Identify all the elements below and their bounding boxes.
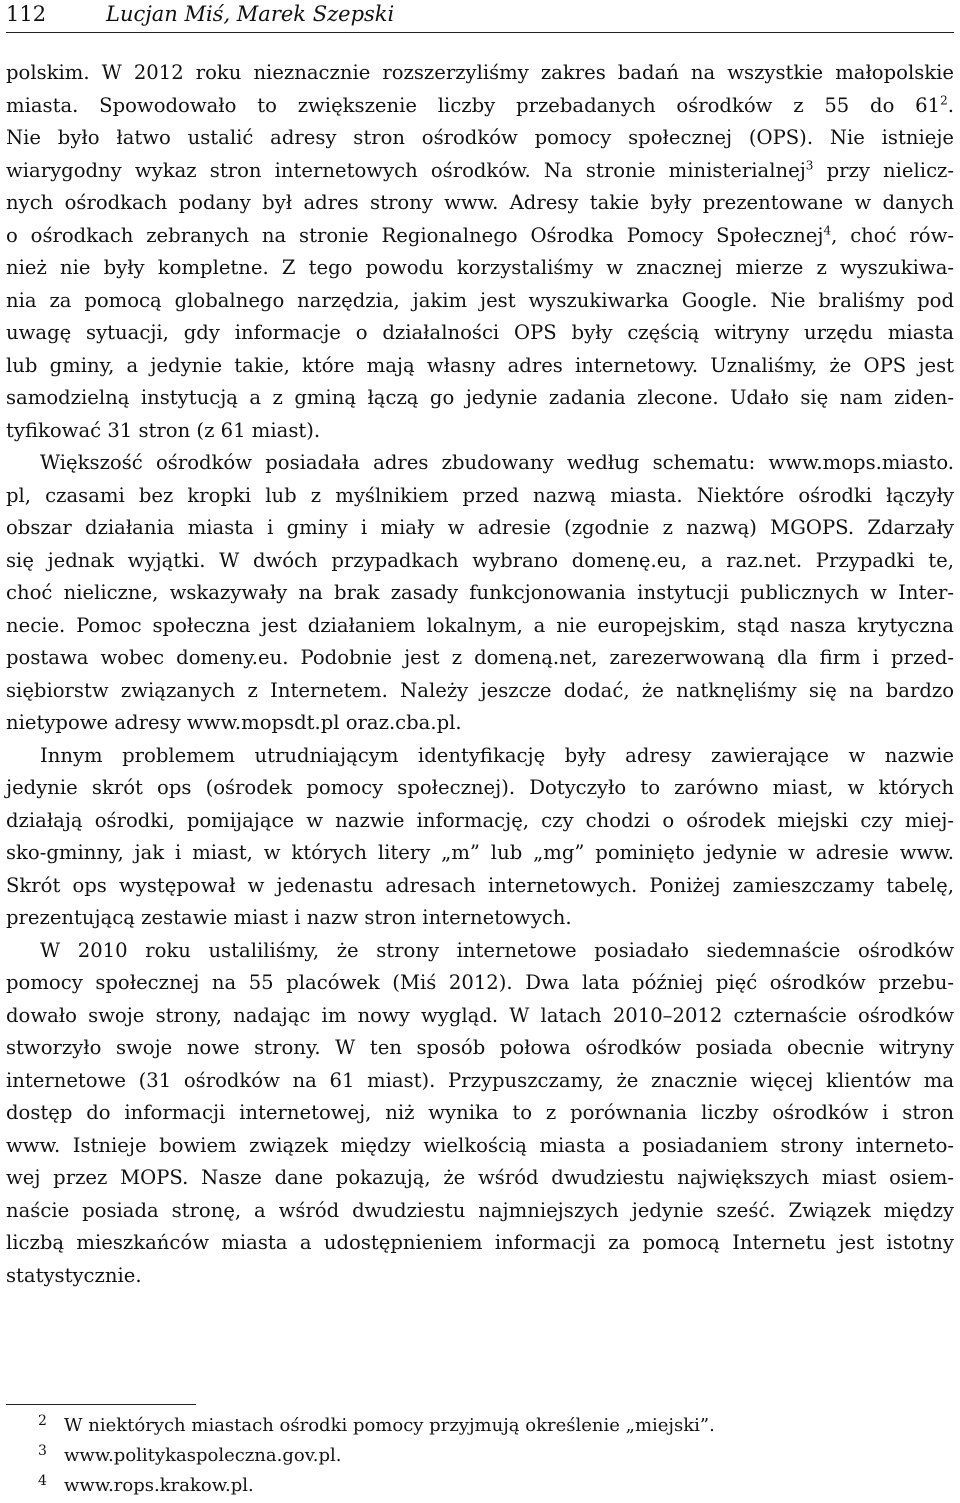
text-line — [6, 610, 954, 643]
text-line — [6, 1032, 954, 1065]
footnote-reference[interactable]: 2 — [940, 92, 948, 107]
text-line-content: polskim. W 2012 roku nieznacznie rozszerzyliśmy zakres badań na wszystkie małopolskie — [6, 61, 954, 84]
text-line-content: lub gminy, a jedynie takie, które mają własny adres internetowy. Uznaliśmy, że OPS jest — [6, 353, 954, 377]
text-line — [6, 577, 954, 610]
text-line-content: postawa wobec domeny.eu. Podobnie jest z domeną.net, zarezerwowaną dla firm i przed- — [6, 646, 954, 669]
text-line — [6, 805, 954, 838]
text-line — [6, 545, 954, 578]
footnote — [6, 1471, 954, 1501]
footnote-reference[interactable]: 4 — [823, 222, 832, 237]
footnote-text: W niektórych miastach ośrodki pomocy przyjmują określenie „miejski”. — [64, 1415, 715, 1436]
footnote-reference[interactable]: 3 — [805, 157, 814, 172]
text-line — [6, 870, 954, 903]
text-line-content: się jednak wyjątki. W dwóch przypadkach wybrano domenę.eu, a raz.net. Przypadki te, — [6, 548, 954, 572]
text-line — [6, 155, 954, 188]
text-line — [6, 1097, 954, 1130]
text-line — [6, 935, 954, 968]
text-line — [6, 350, 954, 383]
text-line — [6, 382, 954, 415]
text-line — [6, 1000, 954, 1033]
text-line — [6, 675, 954, 708]
body-text — [6, 57, 954, 1292]
text-line-content: stworzyło swoje nowe strony. W ten sposób połowa ośrodków posiada obecnie witryny — [6, 1036, 954, 1059]
text-line-content: jedynie skrót ops (ośrodek pomocy społecznej). Dotyczyło to zarówno miast, w których — [6, 776, 954, 799]
text-line — [6, 252, 954, 285]
text-line-content: sko-gminny, jak i miast, w których litery „m” lub „mg” pominięto jedynie w adresie www. — [6, 841, 954, 864]
text-line — [6, 57, 954, 90]
footnote — [6, 1441, 954, 1471]
text-line-continuation: przy nielicz- — [813, 158, 954, 182]
text-line-continuation: . — [947, 93, 954, 117]
text-line-content: choć nieliczne, wskazywały na brak zasady funkcjonowania instytucji publicznych w Inter- — [6, 581, 954, 604]
text-line-content: dostęp do informacji internetowej, niż wynika to z porównania liczby ośrodków i stron — [6, 1101, 954, 1124]
text-line — [6, 967, 954, 1000]
text-line-content: nych ośrodkach podany był adres strony www. Adresy takie były prezentowane w danych — [6, 191, 954, 214]
text-line — [6, 90, 954, 123]
text-line — [6, 740, 954, 773]
text-line — [6, 707, 954, 740]
text-line-content: necie. Pomoc społeczna jest działaniem lokalnym, a nie europejskim, stąd nasza krytyczna — [6, 613, 954, 637]
text-line — [6, 1065, 954, 1098]
text-line — [6, 447, 954, 480]
text-line-continuation: , choć rów- — [831, 223, 954, 247]
text-line-content: internetowe (31 ośrodków na 61 miast). Przypuszczamy, że znacznie więcej klientów ma — [6, 1068, 954, 1092]
text-line-content: obszar działania miasta i gminy i miały w adresie (zgodnie z nazwą) MGOPS. Zdarzały — [6, 516, 954, 539]
footnote-text: www.rops.krakow.pl. — [64, 1475, 254, 1496]
text-line-content: Większość ośrodków posiadała adres zbudowany według schematu: www.mops.miasto. — [40, 451, 954, 474]
text-line — [6, 317, 954, 350]
text-line — [6, 902, 954, 935]
text-line — [6, 220, 954, 253]
text-line-content: pomocy społecznej na 55 placówek (Miś 2012). Dwa lata później pięć ośrodków przebu- — [6, 971, 954, 994]
footnote-number: 2 — [38, 1413, 47, 1429]
text-line — [6, 642, 954, 675]
text-line-content: statystycznie. — [6, 1263, 142, 1287]
text-line-content: samodzielną instytucją a z gminą łączą go jedynie zadania zlecone. Udało się nam ziden- — [6, 386, 954, 409]
text-line-content: Skrót ops występował w jedenastu adresach internetowych. Poniżej zamieszczamy tabelę, — [6, 873, 954, 897]
text-line-content: wiarygodny wykaz stron internetowych ośrodków. Na stronie ministerialnej — [6, 158, 806, 182]
text-line-content: miasta. Spowodowało to zwiększenie liczby przebadanych ośrodków z 55 do 61 — [6, 93, 941, 117]
text-line — [6, 480, 954, 513]
text-line-content: dowało swoje strony, nadając im nowy wygląd. W latach 2010–2012 czternaście ośrodków — [6, 1003, 954, 1027]
text-line — [6, 187, 954, 220]
text-line — [6, 415, 954, 448]
footnotes — [6, 1411, 954, 1501]
text-line — [6, 285, 954, 318]
text-line — [6, 1195, 954, 1228]
text-line-content: liczbą mieszkańców miasta a udostępnieniem informacji za pomocą Internetu jest istotny — [6, 1231, 954, 1254]
text-line — [6, 837, 954, 870]
text-line-content: pl, czasami bez kropki lub z myślnikiem przed nazwą miasta. Niektóre ośrodki łączyły — [6, 483, 954, 507]
text-line — [6, 1227, 954, 1260]
text-line — [6, 1260, 954, 1293]
text-line — [6, 122, 954, 155]
text-line-content: o ośrodkach zebranych na stronie Regionalnego Ośrodka Pomocy Społecznej — [6, 223, 824, 247]
text-line-content: Innym problemem utrudniającym identyfikację były adresy zawierające w nazwie — [40, 743, 954, 767]
footnote-number: 4 — [38, 1473, 47, 1489]
text-line-content: nież nie były kompletne. Z tego powodu korzystaliśmy w znacznej mierze z wyszukiwa- — [6, 256, 954, 279]
text-line-content: naście posiada stronę, a wśród dwudziestu najmniejszych jedynie sześć. Związek między — [6, 1198, 954, 1222]
running-header — [6, 0, 954, 33]
footnote-separator — [6, 1404, 196, 1405]
text-line-content: nietypowe adresy www.mopsdt.pl oraz.cba.pl. — [6, 711, 462, 734]
text-line — [6, 512, 954, 545]
page-number: 112 — [6, 2, 47, 26]
text-line-content: wej przez MOPS. Nasze dane pokazują, że wśród dwudziestu największych miast osiem- — [6, 1166, 954, 1189]
text-line-content: prezentującą zestawie miast i nazw stron internetowych. — [6, 906, 572, 929]
text-line — [6, 1130, 954, 1163]
footnote — [6, 1411, 954, 1441]
text-line-content: nia za pomocą globalnego narzędzia, jakim jest wyszukiwarka Google. Nie braliśmy pod — [6, 288, 954, 312]
text-line-content: siębiorstw związanych z Internetem. Należy jeszcze dodać, że natknęliśmy się na bardzo — [6, 678, 954, 702]
text-line-content: www. Istnieje bowiem związek między wielkością miasta a posiadaniem strony interneto- — [6, 1133, 954, 1157]
text-line-content: uwagę sytuacji, gdy informacje o działalności OPS były częścią witryny urzędu miasta — [6, 321, 954, 344]
running-header-authors: Lucjan Miś, Marek Szepski — [106, 2, 395, 26]
footnote-number: 3 — [38, 1443, 47, 1459]
text-line-content: W 2010 roku ustaliliśmy, że strony internetowe posiadało siedemnaście ośrodków — [40, 938, 954, 962]
text-line — [6, 772, 954, 805]
footnote-text: www.politykaspoleczna.gov.pl. — [64, 1445, 342, 1466]
text-line-content: działają ośrodki, pomijające w nazwie informację, czy chodzi o ośrodek miejski czy miej- — [6, 808, 954, 832]
text-line — [6, 1162, 954, 1195]
text-line-content: Nie było łatwo ustalić adresy stron ośrodków pomocy społecznej (OPS). Nie istnieje — [6, 126, 954, 149]
text-line-content: tyfikować 31 stron (z 61 miast). — [6, 418, 321, 442]
